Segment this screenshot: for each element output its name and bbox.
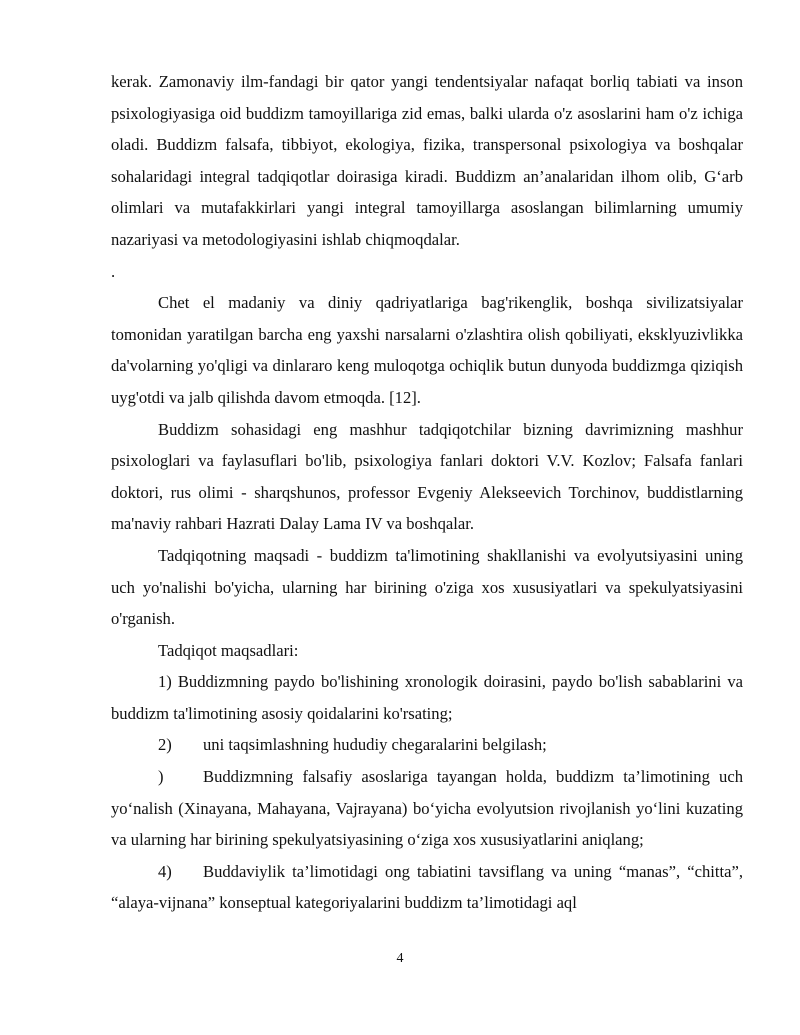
list-item-text: Buddizmning falsafiy asoslariga tayangan holda, buddizm ta’limotining uch yo‘nalish (Xinayana, Mahayana, Vajrayana) bo‘yicha evolyutsion rivojlanish yo‘lini kuzating va ularning har birining spekulyatsiyasining o‘ziga xos xususiyatlarini aniqlang; bbox=[111, 767, 743, 850]
list-item-text: Buddaviylik ta’limotidagi ong tabiatini tavsiflang va uning “manas”, “chitta”, “alaya-vijnana” konseptual kategoriyalarini buddizm ta’limotidagi aql bbox=[111, 861, 743, 913]
list-item-1 bbox=[111, 666, 743, 729]
list-item-number: 1) bbox=[158, 672, 172, 692]
list-item-2 bbox=[111, 729, 743, 761]
list-item-3 bbox=[111, 761, 743, 856]
list-item-4 bbox=[111, 856, 743, 919]
list-item-text: Buddizmning paydo bo'lishining xronologik doirasini, paydo bo'lish sabablarini va buddizm ta'limotining asosiy qoidalarini ko'rsating; bbox=[111, 672, 743, 723]
document-page bbox=[111, 66, 743, 919]
paragraph-1: kerak. Zamonaviy ilm-fandagi bir qator yangi tendentsiyalar nafaqat borliq tabiati va inson psixologiyasiga oid buddizm tamoyillariga zid emas, balki ularda o'z asoslarini ham o'z ichiga oladi. Buddizm falsafa, tibbiyot, ekologiya, fizika, transpersonal psixologiya va boshqalar sohalaridagi integral tadqiqotlar doirasiga kiradi. Buddizm an’analaridan ilhom olib, G‘arb olimlari va mutafakkirlari yangi integral tamoyillarga asoslangan bilimlarning umumiy nazariyasi va metodologiyasini ishlab chiqmoqdalar. bbox=[111, 72, 743, 249]
list-item-number: 4) bbox=[158, 861, 172, 881]
stray-dot: . bbox=[111, 261, 116, 281]
page-number: 4 bbox=[396, 951, 404, 966]
list-item-text: uni taqsimlashning hududiy chegaralarini belgilash; bbox=[203, 735, 547, 755]
paragraph-2: Chet el madaniy va diniy qadriyatlariga bag'rikenglik, boshqa sivilizatsiyalar tomonidan yaratilgan barcha eng yaxshi narsalarni o'zlashtira olish qobiliyati, eksklyuzivlikka da'volarning yo'qligi va dinlararo keng muloqotga ochiqlik butun dunyoda buddizmga qiziqish uyg'otdi va jalb qilishda davom etmoqda. [12]. bbox=[111, 293, 743, 407]
list-item-number: 2) bbox=[158, 735, 172, 755]
paragraph-3: Buddizm sohasidagi eng mashhur tadqiqotchilar bizning davrimizning mashhur psixologlari va faylasuflari bo'lib, psixologiya fanlari doktori V.V. Kozlov; Falsafa fanlari doktori, rus olimi - sharqshunos, professor Evgeniy Alekseevich Torchinov, buddistlarning ma'naviy rahbari Hazrati Dalay Lama IV va boshqalar. bbox=[111, 419, 743, 534]
list-item-number: ) bbox=[158, 767, 164, 787]
paragraph-4: Tadqiqotning maqsadi - buddizm ta'limotining shakllanishi va evolyutsiyasini uning uch yo'nalishi bo'yicha, ularning har birining o'ziga xos xususiyatlari va spekulyatsiyasini o'rganish. bbox=[111, 545, 743, 629]
paragraph-5: Tadqiqot maqsadlari: bbox=[158, 640, 299, 660]
